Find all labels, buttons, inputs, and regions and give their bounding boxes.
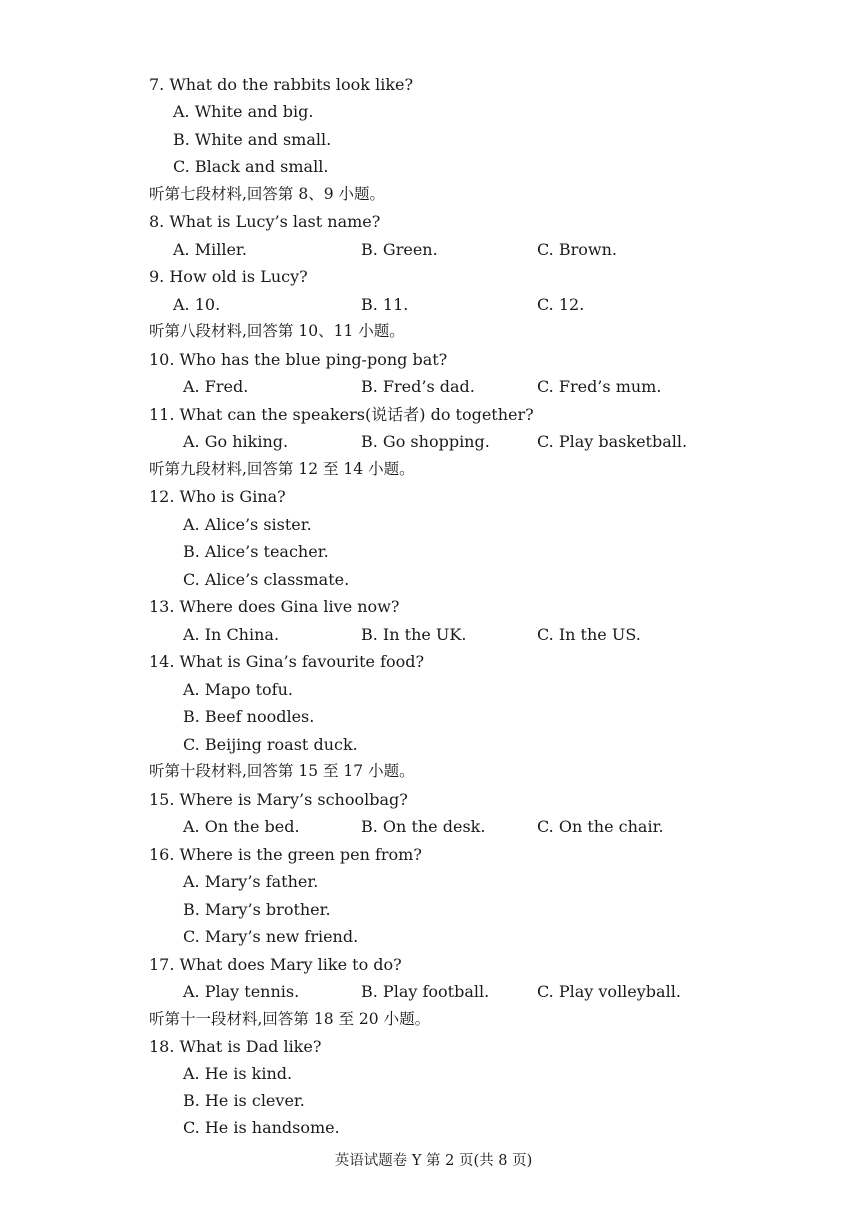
option-7b: B. White and small. xyxy=(173,130,332,149)
options-row-10 xyxy=(183,373,867,400)
option-7a: A. White and big. xyxy=(173,102,314,121)
option-14a: A. Mapo tofu. xyxy=(183,680,293,699)
question-14: 14. What is Gina’s favourite food? xyxy=(149,652,425,671)
option-7c: C. Black and small. xyxy=(173,157,329,176)
option-13a: A. In China. xyxy=(183,625,280,644)
option-11a: A. Go hiking. xyxy=(183,432,289,451)
page-footer: 英语试题卷 Y 第 2 页(共 8 页) xyxy=(334,1153,533,1169)
options-row-8 xyxy=(173,236,867,263)
question-17: 17. What does Mary like to do? xyxy=(149,955,402,974)
option-15c: C. On the chair. xyxy=(537,817,664,836)
question-7: 7. What do the rabbits look like? xyxy=(149,75,414,94)
option-12a: A. Alice’s sister. xyxy=(183,515,312,534)
option-12b: B. Alice’s teacher. xyxy=(183,542,329,561)
option-9a: A. 10. xyxy=(173,295,221,314)
option-15b: B. On the desk. xyxy=(361,817,486,836)
option-17a: A. Play tennis. xyxy=(183,982,300,1001)
option-13c: C. In the US. xyxy=(537,625,641,644)
options-row-13 xyxy=(183,621,867,648)
option-10b: B. Fred’s dad. xyxy=(361,377,475,396)
option-12c: C. Alice’s classmate. xyxy=(183,570,350,589)
option-11c: C. Play basketball. xyxy=(537,432,688,451)
option-9b: B. 11. xyxy=(361,295,409,314)
question-8: 8. What is Lucy’s last name? xyxy=(149,212,381,231)
section-instruction-8: 听第八段材料,回答第 10、11 小题。 xyxy=(149,322,405,340)
option-18b: B. He is clever. xyxy=(183,1091,305,1110)
question-9: 9. How old is Lucy? xyxy=(149,267,308,286)
option-8c: C. Brown. xyxy=(537,240,617,259)
question-11: 11. What can the speakers(说话者) do together? xyxy=(149,405,534,424)
option-18c: C. He is handsome. xyxy=(183,1118,340,1137)
option-9c: C. 12. xyxy=(537,295,585,314)
section-instruction-9: 听第九段材料,回答第 12 至 14 小题。 xyxy=(149,460,415,478)
option-10c: C. Fred’s mum. xyxy=(537,377,662,396)
option-13b: B. In the UK. xyxy=(361,625,467,644)
question-13: 13. Where does Gina live now? xyxy=(149,597,400,616)
section-instruction-10: 听第十段材料,回答第 15 至 17 小题。 xyxy=(149,762,415,780)
section-instruction-7: 听第七段材料,回答第 8、9 小题。 xyxy=(149,185,386,203)
question-16: 16. Where is the green pen from? xyxy=(149,845,422,864)
option-15a: A. On the bed. xyxy=(183,817,300,836)
question-10: 10. Who has the blue ping-pong bat? xyxy=(149,350,448,369)
options-row-15 xyxy=(183,813,867,840)
options-row-17 xyxy=(183,978,867,1005)
question-15: 15. Where is Mary’s schoolbag? xyxy=(149,790,408,809)
option-11b: B. Go shopping. xyxy=(361,432,490,451)
option-8a: A. Miller. xyxy=(173,240,247,259)
option-16c: C. Mary’s new friend. xyxy=(183,927,359,946)
question-18: 18. What is Dad like? xyxy=(149,1037,322,1056)
option-16b: B. Mary’s brother. xyxy=(183,900,331,919)
option-17b: B. Play football. xyxy=(361,982,490,1001)
option-8b: B. Green. xyxy=(361,240,438,259)
option-14b: B. Beef noodles. xyxy=(183,707,315,726)
option-14c: C. Beijing roast duck. xyxy=(183,735,358,754)
option-17c: C. Play volleyball. xyxy=(537,982,681,1001)
options-row-9 xyxy=(173,291,867,318)
question-12: 12. Who is Gina? xyxy=(149,487,286,506)
option-18a: A. He is kind. xyxy=(183,1064,293,1083)
option-10a: A. Fred. xyxy=(183,377,249,396)
option-16a: A. Mary’s father. xyxy=(183,872,319,891)
section-instruction-11: 听第十一段材料,回答第 18 至 20 小题。 xyxy=(149,1010,431,1028)
options-row-11 xyxy=(183,428,867,455)
